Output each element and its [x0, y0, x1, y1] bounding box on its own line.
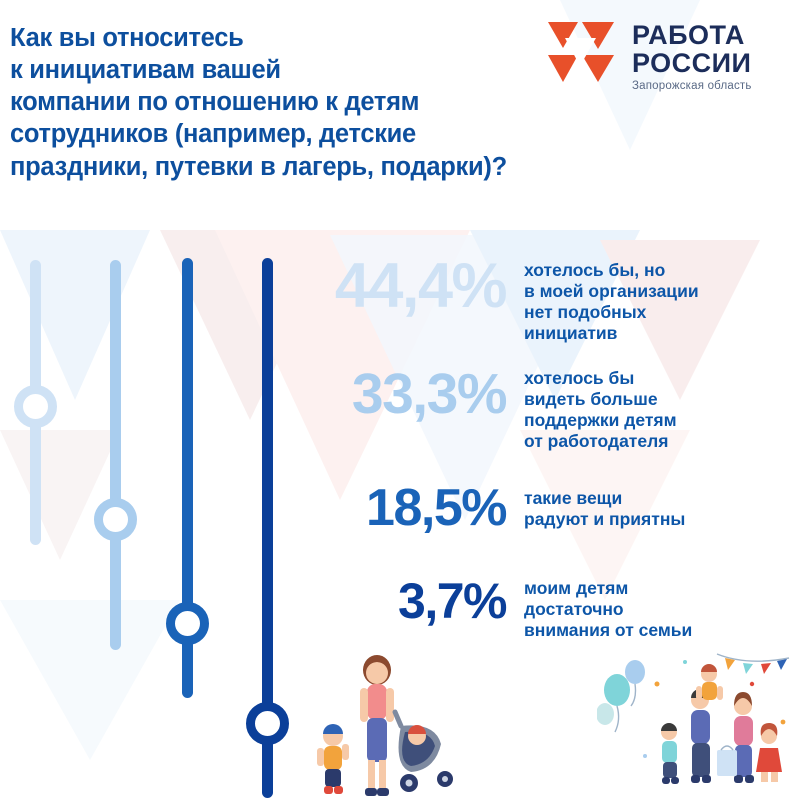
- logo-mark-icon: [548, 22, 620, 88]
- slider-group: [0, 250, 320, 800]
- slider-knob-3[interactable]: [166, 602, 209, 645]
- stat-label: хотелось бы, но в моей организации нет подобных инициатив: [524, 260, 699, 343]
- logo: [548, 18, 778, 98]
- stat-label: хотелось бы видеть больше поддержки детям от работодателя: [524, 368, 677, 451]
- logo-title: РАБОТА РОССИИ: [632, 20, 752, 78]
- stat-row: [300, 362, 800, 452]
- stat-row: [300, 251, 800, 344]
- logo-subtitle: Запорожская область: [632, 80, 752, 92]
- stat-row: [300, 479, 800, 537]
- slider-knob-2[interactable]: [94, 498, 137, 541]
- stat-row: [300, 573, 800, 641]
- family-celebration-illustration: [597, 644, 792, 794]
- stat-label: моим детям достаточно внимания от семьи: [524, 578, 693, 640]
- stat-value: 18,5%: [366, 479, 506, 537]
- stat-value: 33,3%: [351, 362, 506, 426]
- slider-knob-1[interactable]: [14, 385, 57, 428]
- stat-value: 3,7%: [398, 573, 506, 629]
- stats-list: [300, 251, 800, 641]
- stat-label: такие вещи радуют и приятны: [524, 488, 686, 529]
- stat-value: 44,4%: [334, 251, 506, 321]
- slider-knob-4[interactable]: [246, 702, 289, 745]
- family-with-stroller-illustration: [305, 640, 465, 800]
- slider-track-2: [110, 260, 121, 650]
- page-title: Как вы относитесь к инициативам вашей компании по отношению к детям сотрудников (например, детские праздники, путевки в лагерь, подарки)?: [10, 24, 507, 181]
